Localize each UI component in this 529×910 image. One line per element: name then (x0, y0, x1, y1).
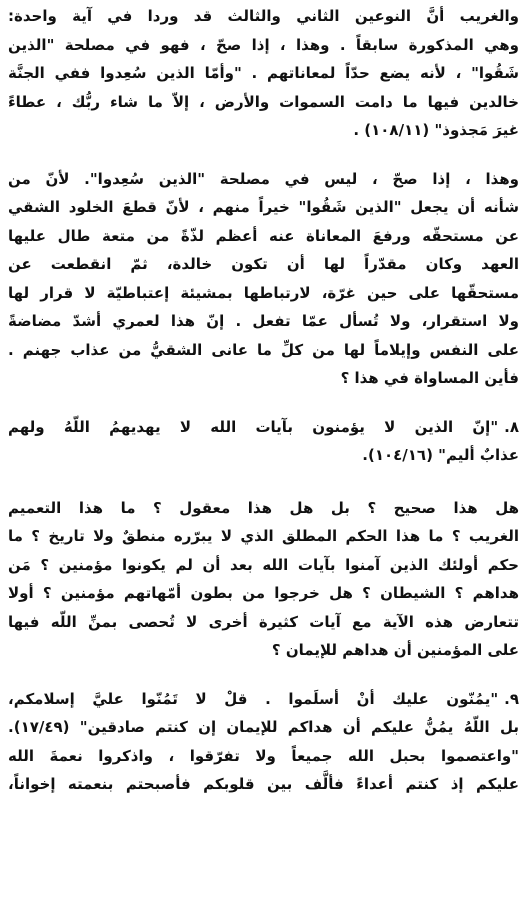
text-line: "واعتصموا بحبل الله جميعاً ولا تفرّقوا ، واذكروا نعمةَ الله (8, 746, 519, 765)
text-line (8, 685, 519, 714)
text-line: مستحقّها على حين غرّة، لارتباطها بمشيئة إعتباطيّة لا قرار لها (8, 283, 519, 302)
text-line: حكم أولئك الذين آمنوا بآيات الله بعد أن لم يكونوا مؤمنين ؟ مَن (8, 555, 519, 574)
numbered-item-9 (8, 685, 519, 799)
text-line: هل هذا صحيح ؟ بل هل هذا معقول ؟ ما هذا التعميم (8, 498, 519, 517)
text-line: تتعارض هذه الآية مع آيات كثيرة أخرى لا تُحصى بمنِّ اللّه فيها (8, 612, 519, 631)
item-number: ٩. (504, 689, 519, 708)
text-line: غيرَ مَجذوذ" (١٠٨/١١) . (353, 121, 519, 139)
text-line: على المؤمنين أن هداهم للإيمان ؟ (271, 641, 519, 659)
text-line: شأنه أن يجعل "الذين شَقُوا" خيراً منهم ، لأنّ قطعَ الخلود الشقي (8, 198, 519, 216)
numbered-item-8 (8, 413, 519, 470)
text-line: ولا استقرار، ولا تُسأل عمّا تفعل . إنّ هذا لعمري أشدّ مضاضةً (8, 312, 519, 330)
text-line: الغريب ؟ ما هذا الحكم المطلق الذي لا يبرّره منطقٌ ولا تاريخ ؟ ما (8, 527, 519, 545)
paragraph-1 (8, 2, 519, 145)
text-line: بل اللّهُ يمُنُّ عليكم أن هداكم للإيمان إن كنتم صادقين" (١٧/٤٩). (8, 718, 519, 736)
quran-quote: "يمُنّون عليك أنْ أسلَموا . قلْ لا تَمُنّوا عليَّ إسلامكم، (8, 689, 499, 708)
text-line: عذابٌ أليم" (١٠٤/١٦). (362, 446, 519, 464)
text-line: العهد وكان مقدّراً لها أن تكون خالدة، ثمّ انقطعت عن (8, 255, 519, 273)
text-line: هداهم ؟ الشيطان ؟ هل خرجوا من بطون أمّهاتهم مؤمنين ؟ أولا (8, 584, 519, 602)
text-line: شَقُوا" ، لأنه يضع حدّاً لمعاناتهم . "وأمّا الذين سُعِدوا ففي الجنَّة (8, 64, 519, 82)
item-number: ٨. (504, 417, 519, 436)
text-line (8, 413, 519, 442)
paragraph-spacer (8, 470, 519, 494)
paragraph-spacer (8, 393, 519, 413)
paragraph-2 (8, 165, 519, 393)
text-line: فأين المساواة في هذا ؟ (340, 369, 519, 387)
text-line: على النفس وإيلاماً لها من كلِّ ما عانى الشقيُّ من عذاب جهنم . (8, 340, 519, 359)
paragraph-spacer (8, 145, 519, 165)
text-line: عن مستحقّه ورفعَ المعاناة عنه أعظم لذّةً من متعة طال عليها (8, 226, 519, 245)
text-line: وهي المذكورة سابقاً . وهذا ، إذا صحّ ، فهو في مصلحة "الذين (8, 35, 519, 54)
paragraph-3 (8, 494, 519, 665)
text-line: وهذا ، إذا صحّ ، ليس في مصلحة "الذين سُعِدوا". لأنّ من (8, 169, 519, 188)
text-line: خالدين فيها ما دامت السموات والأرض ، إلاّ ما شاء ربُّك ، عطاءً (8, 92, 519, 111)
text-line: عليكم إذ كنتم أعداءً فألَّف بين قلوبكم فأصبحتم بنعمته إخواناً، (8, 775, 519, 793)
paragraph-spacer (8, 665, 519, 685)
text-line: والغريب أنَّ النوعين الثاني والثالث قد وردا في آية واحدة: (8, 7, 519, 25)
quran-quote: "إنّ الذين لا يؤمنون بآيات الله لا يهديهمُ اللّهُ ولهم (8, 417, 499, 436)
